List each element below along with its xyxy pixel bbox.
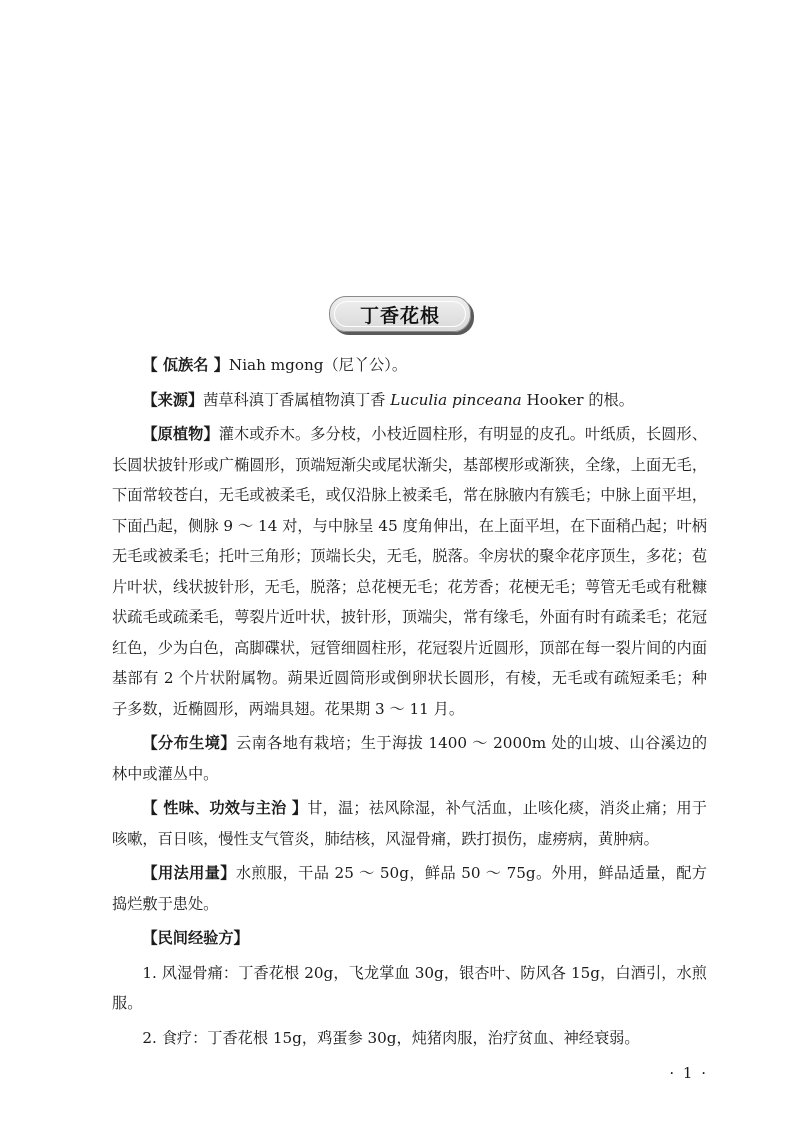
section-text: Niah mgong（尼丫公）。: [228, 356, 408, 374]
latin-name: Luculia pinceana: [390, 390, 522, 409]
section-plant: [112, 419, 707, 724]
section-label: 【来源】: [142, 390, 204, 409]
section-text: 茜草科滇丁香属植物滇丁香: [203, 390, 391, 409]
remedy-item: 1. 风湿骨痛：丁香花根 20g，飞龙掌血 30g，银杏叶、防风各 15g，白酒引，水煎服。: [112, 963, 707, 1012]
page-title: 丁香花根: [359, 304, 440, 327]
section-label: 【 性味、功效与主治 】: [142, 799, 308, 817]
title-banner: [0, 296, 800, 332]
section-label: 【分布生境】: [142, 734, 236, 752]
article-body: [112, 350, 707, 1057]
section-source: [112, 385, 707, 416]
title-pill: [329, 296, 471, 332]
section-text: 云南各地有栽培；生于海拔 1400 ～ 2000m 处的山坡、山谷溪边的林中或灌丛中。: [112, 734, 708, 783]
section-properties: [112, 793, 707, 854]
section-text: 甘，温；祛风除湿，补气活血，止咳化痰，消炎止痛；用于咳嗽，百日咳，慢性支气管炎，肺结核，风湿骨痛，跌打损伤，虚痨病，黄肿病。: [112, 799, 707, 848]
section-label: 【民间经验方】: [142, 929, 249, 947]
section-dai-name: [112, 350, 707, 381]
section-usage: [112, 858, 707, 919]
section-remedies: [112, 923, 707, 954]
section-label: 【 佤族名 】: [142, 356, 229, 374]
remedy-item: 2. 食疗：丁香花根 15g，鸡蛋参 30g，炖猪肉服，治疗贫血、神经衰弱。: [142, 1028, 640, 1047]
page-number: · 1 ·: [669, 1064, 708, 1082]
section-text: Hooker 的根。: [521, 390, 634, 409]
section-label: 【原植物】: [142, 425, 219, 443]
section-text: 水煎服，干品 25 ～ 50g，鲜品 50 ～ 75g。外用，鲜品适量，配方捣烂敷于患处。: [112, 864, 707, 913]
section-habitat: [112, 728, 707, 789]
section-label: 【用法用量】: [142, 864, 236, 882]
section-text: 灌木或乔木。多分枝，小枝近圆柱形，有明显的皮孔。叶纸质，长圆形、长圆状披针形或广椭圆形，顶端短渐尖或尾状渐尖，基部楔形或渐狭，全缘，上面无毛，下面常较苍白，无毛或被柔毛，或仅沿脉上被柔毛，常在脉腋内有簇毛；中脉上面平坦，下面凸起，侧脉 9 ～ 14 对，与中脉呈 45 度角伸出，在上面平坦，在下面稍凸起；叶柄无毛或被柔毛；托叶三角形；顶端长尖，无毛，脱落。伞房状的聚伞花序顶生，多花；苞片叶状，线状披针形，无毛，脱落；总花梗无毛；花芳香；花梗无毛；萼管无毛或有秕糠状疏毛或疏柔毛，萼裂片近叶状，披针形，顶端尖，常有缘毛，外面有时有疏柔毛；花冠红色，少为白色，高脚碟状，冠管细圆柱形，花冠裂片近圆形，顶部在每一裂片间的内面基部有 2 个片状附属物。蒴果近圆筒形或倒卵状长圆形，有棱，无毛或有疏短柔毛；种子多数，近椭圆形，两端具翅。花果期 3 ～ 11 月。: [112, 425, 708, 718]
